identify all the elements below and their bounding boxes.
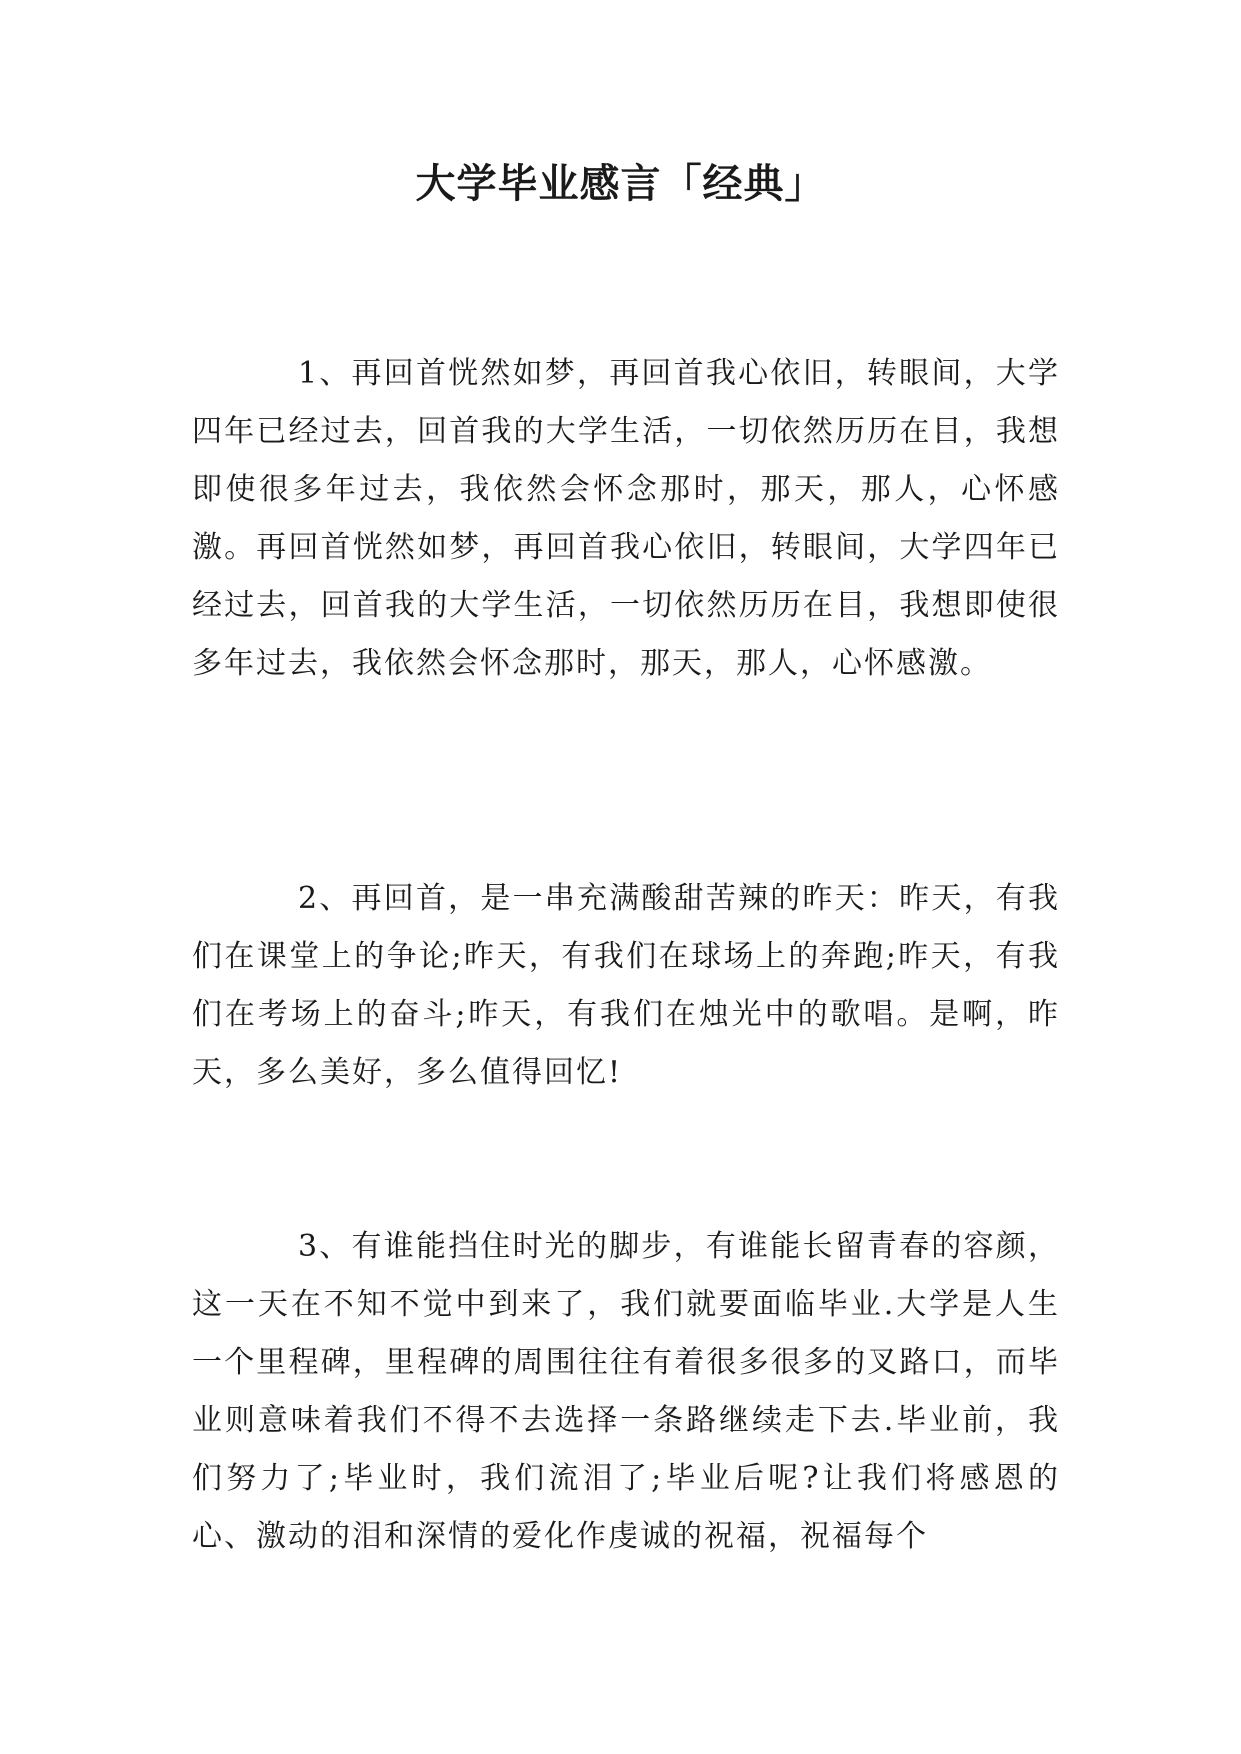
paragraph-2: 2、再回首，是一串充满酸甜苦辣的昨天：昨天，有我们在课堂上的争论;昨天，有我们在球场上的奔跑;昨天，有我们在考场上的奋斗;昨天，有我们在烛光中的歌唱。是啊，昨天，多么美好，多么值得回忆!: [192, 881, 1060, 1090]
paragraph-3: 3、有谁能挡住时光的脚步，有谁能长留青春的容颜，这一天在不知不觉中到来了，我们就要面临毕业.大学是人生一个里程碑，里程碑的周围往往有着很多很多的叉路口，而毕业则意味着我们不得不去选择一条路继续走下去.毕业前，我们努力了;毕业时，我们流泪了;毕业后呢?让我们将感恩的心、激动的泪和深情的爱化作虔诚的祝福，祝福每个: [192, 1229, 1060, 1554]
paragraph-1: 1、再回首恍然如梦，再回首我心依旧，转眼间，大学四年已经过去，回首我的大学生活，一切依然历历在目，我想即使很多年过去，我依然会怀念那时，那天，那人，心怀感激。再回首恍然如梦，再回首我心依旧，转眼间，大学四年已经过去，回首我的大学生活，一切依然历历在目，我想即使很多年过去，我依然会怀念那时，那天，那人，心怀感激。: [192, 356, 1060, 681]
document-title: 大学毕业感言「经典」: [415, 160, 826, 207]
